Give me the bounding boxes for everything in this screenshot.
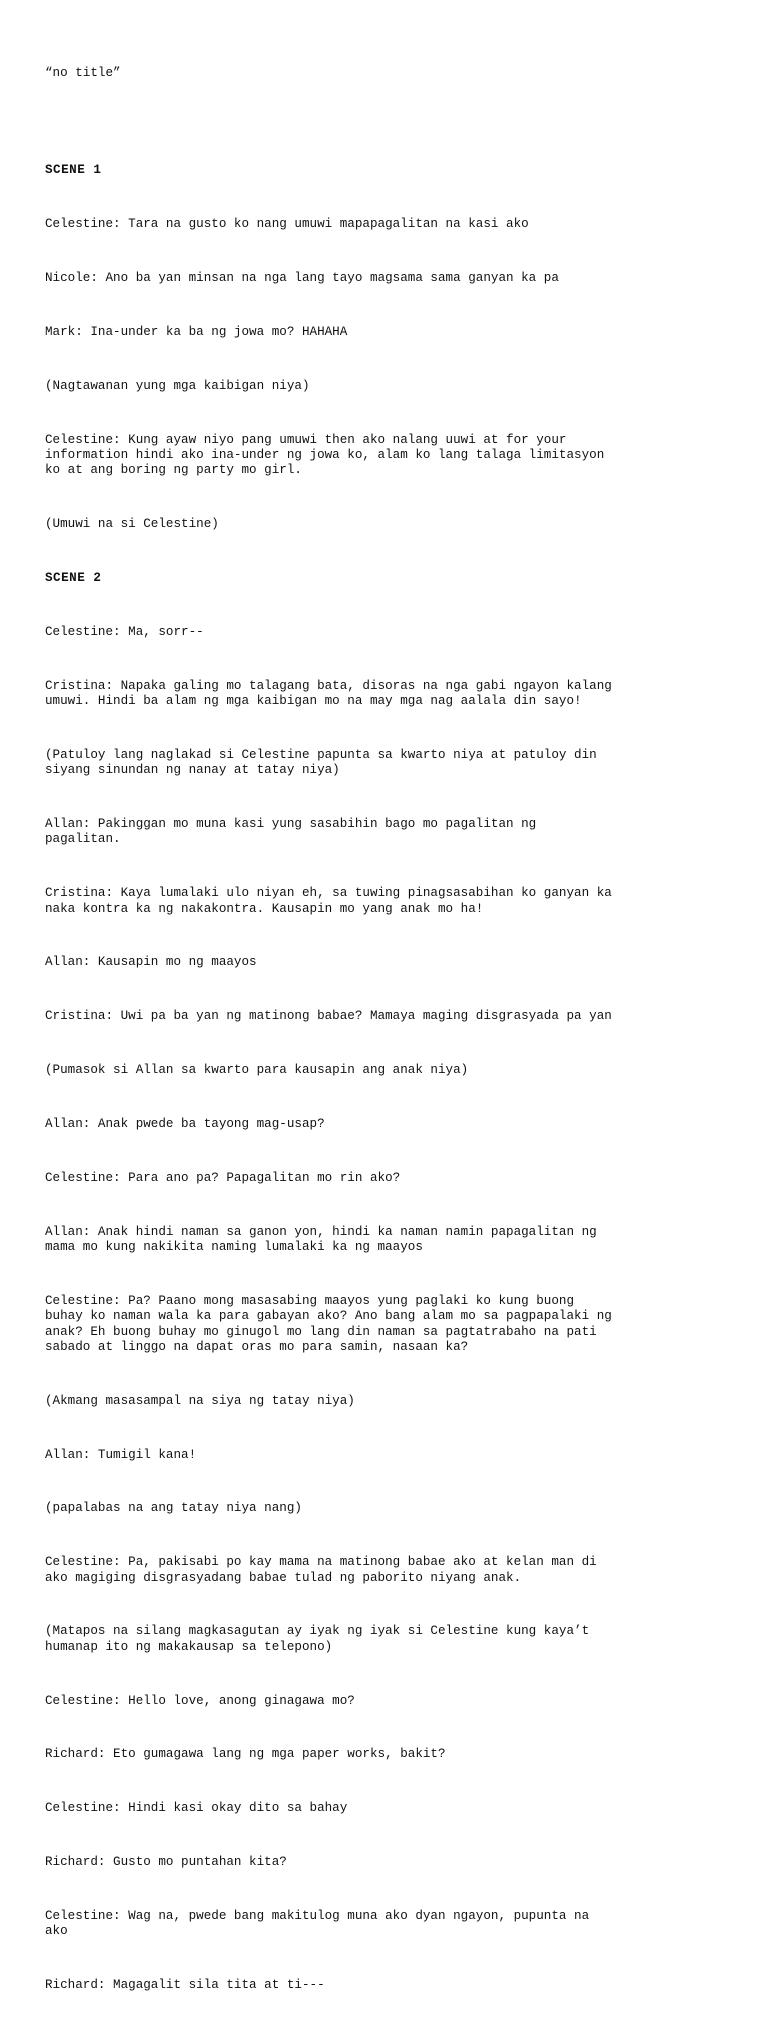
- dialogue-line: Allan: Anak pwede ba tayong mag-usap?: [45, 1116, 325, 1131]
- dialogue-line: Allan: Kausapin mo ng maayos: [45, 955, 257, 970]
- stage-direction: (Patuloy lang naglakad si Celestine papunta sa kwarto niya at patuloy din siyang sinundan ng nanay at tatay niya): [45, 747, 597, 778]
- stage-direction: (Nagtawanan yung mga kaibigan niya): [45, 378, 310, 393]
- dialogue-line: Cristina: Kaya lumalaki ulo niyan eh, sa tuwing pinagsasabihan ko ganyan ka naka kontra ka ng nakakontra. Kausapin mo yang anak mo ha!: [45, 886, 612, 916]
- dialogue-line: Mark: Ina-under ka ba ng jowa mo? HAHAHA: [45, 324, 348, 339]
- script-document: [45, 35, 745, 2017]
- dialogue-line: Celestine: Wag na, pwede bang makitulog muna ako dyan ngayon, pupunta na ako: [45, 1908, 590, 1939]
- document-title: “no title”: [45, 65, 121, 80]
- dialogue-line: Celestine: Pa, pakisabi po kay mama na matinong babae ako at kelan man di ako magiging disgrasyadang babae tulad ng paborito niyang anak.: [45, 1555, 597, 1585]
- scene-heading: SCENE 1: [45, 163, 102, 178]
- scene-heading: SCENE 2: [45, 570, 102, 585]
- dialogue-line: Celestine: Ma, sorr--: [45, 624, 204, 639]
- dialogue-line: Allan: Anak hindi naman sa ganon yon, hindi ka naman namin papagalitan ng mama mo kung nakikita naming lumalaki ka ng maayos: [45, 1224, 597, 1254]
- dialogue-line: Cristina: Napaka galing mo talagang bata, disoras na nga gabi ngayon kalang umuwi. Hindi ba alam ng mga kaibigan mo na may mga nag aalala din sayo!: [45, 678, 612, 708]
- dialogue-line: Celestine: Hello love, anong ginagawa mo?: [45, 1693, 355, 1708]
- dialogue-line: Allan: Tumigil kana!: [45, 1447, 197, 1462]
- dialogue-line: Cristina: Uwi pa ba yan ng matinong babae? Mamaya maging disgrasyada pa yan: [45, 1009, 612, 1024]
- dialogue-line: Richard: Gusto mo puntahan kita?: [45, 1855, 287, 1870]
- dialogue-line: Celestine: Kung ayaw niyo pang umuwi then ako nalang uuwi at for your information hindi ako ina-under ng jowa ko, alam ko lang talaga limitasyon ko at ang boring ng party mo girl.: [45, 432, 605, 478]
- dialogue-line: Celestine: Pa? Paano mong masasabing maayos yung paglaki ko kung buong buhay ko naman wala ka para gabayan ako? Ano bang alam mo sa pagpapalaki ng anak? Eh buong buhay mo ginugol mo lang din naman sa pagtatrabaho na pati sabado at linggo na dapat oras mo para samin, nasaan ka?: [45, 1293, 612, 1354]
- dialogue-line: Celestine: Para ano pa? Papagalitan mo rin ako?: [45, 1170, 401, 1185]
- dialogue-line: Richard: Eto gumagawa lang ng mga paper works, bakit?: [45, 1747, 446, 1762]
- stage-direction: (Akmang masasampal na siya ng tatay niya): [45, 1393, 355, 1408]
- dialogue-line: Celestine: Tara na gusto ko nang umuwi mapapagalitan na kasi ako: [45, 217, 529, 232]
- stage-direction: (Matapos na silang magkasagutan ay iyak ng iyak si Celestine kung kaya’t humanap ito ng makakausap sa telepono): [45, 1624, 590, 1654]
- stage-direction: (Umuwi na si Celestine): [45, 517, 219, 532]
- dialogue-line: Nicole: Ano ba yan minsan na nga lang tayo magsama sama ganyan ka pa: [45, 271, 559, 286]
- dialogue-line: Richard: Magagalit sila tita at ti---: [45, 1978, 325, 1993]
- stage-direction: (papalabas na ang tatay niya nang): [45, 1501, 302, 1516]
- dialogue-line: Allan: Pakinggan mo muna kasi yung sasabihin bago mo pagalitan ng pagalitan.: [45, 817, 537, 847]
- dialogue-line: Celestine: Hindi kasi okay dito sa bahay: [45, 1801, 348, 1816]
- stage-direction: (Pumasok si Allan sa kwarto para kausapin ang anak niya): [45, 1063, 469, 1078]
